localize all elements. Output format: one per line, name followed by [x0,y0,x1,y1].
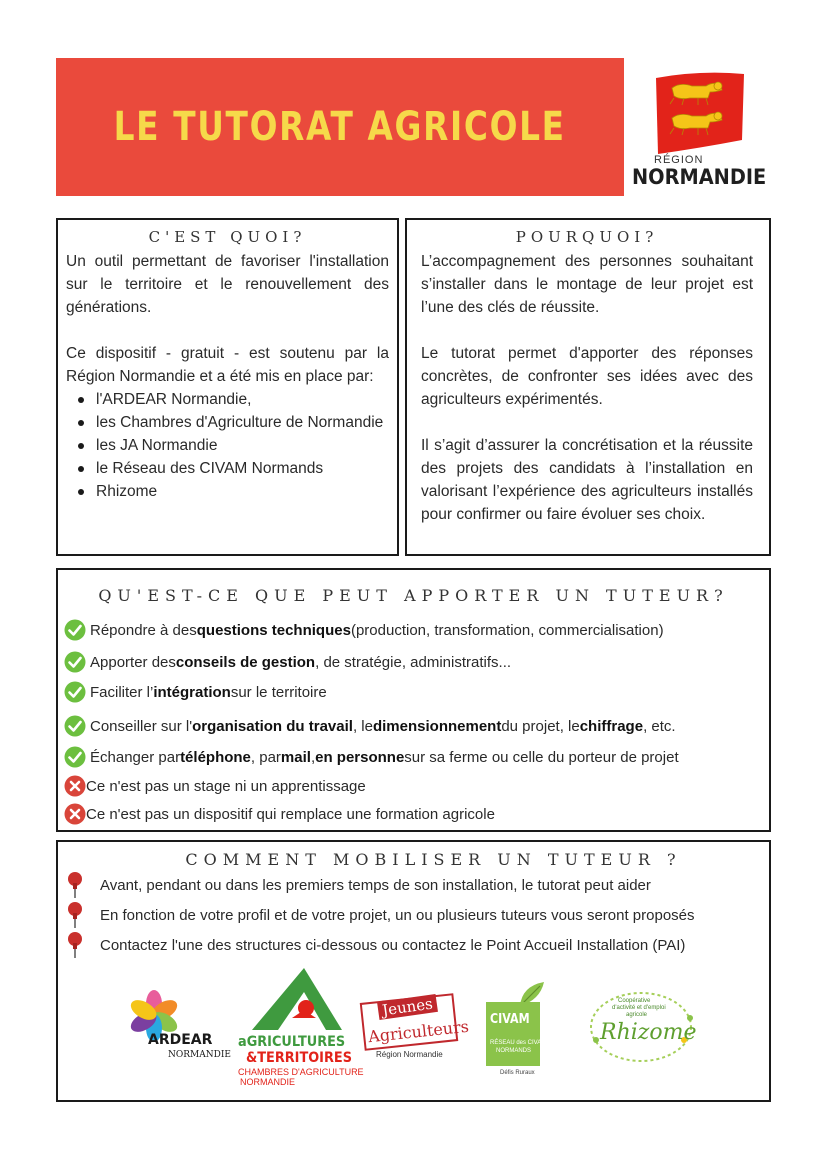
pushpin-icon [64,871,86,899]
list-item: les Chambres d'Agriculture de Normandie [66,411,389,434]
benefit-row: Échanger par téléphone , par mail , en personne sur sa ferme ou celle du porteur de projet [64,746,763,768]
list-item: le Réseau des CIVAM Normands [66,457,389,480]
limitation-row: Ce n'est pas un dispositif qui remplace une formation agricole [64,803,763,825]
region-label-small: RÉGION [654,154,704,166]
list-item: Contactez l'une des structures ci-dessous ou contactez le Point Accueil Installation (PAI) [64,931,763,959]
cross-icon [64,803,86,825]
normandy-flag-icon [650,70,750,154]
mobiliser-title: COMMENT MOBILISER UN TUTEUR ? [185,850,682,869]
benefit-row: Apporter des conseils de gestion , de stratégie, administratifs... [64,651,763,673]
chambres-triangle-icon [242,964,352,1034]
ardear-logo: ARDEAR NORMANDIE [126,986,236,1064]
check-icon [64,651,86,673]
check-icon [64,746,86,768]
benefit-row: Faciliter l’ intégration sur le territoire [64,681,763,703]
chambres-agriculture-logo: aGRICULTURES &TERRITOIRES CHAMBRES D'AGRICULTURE NORMANDIE [238,964,356,1088]
benefit-row: Conseiller sur l' organisation du travail , le dimensionnement du projet, le chiffrage , etc. [64,715,763,737]
limitation-row: Ce n'est pas un stage ni un apprentissage [64,775,763,797]
tuteur-title: QU'EST-CE QUE PEUT APPORTER UN TUTEUR? [98,586,729,605]
pourquoi-paragraph-2: Le tutorat permet d'apporter des réponses concrètes, de confronter ses idées avec des agriculteurs expérimentés. [421,345,753,408]
pushpin-icon [64,931,86,959]
list-item: En fonction de votre profil et de votre projet, un ou plusieurs tuteurs vous seront proposés [64,901,763,929]
check-icon [64,619,86,641]
cest-quoi-title: C'EST QUOI? [148,228,307,246]
cest-quoi-paragraph-1: Un outil permettant de favoriser l'installation sur le territoire et le renouvellement des générations. [66,253,389,316]
page-title: LE TUTORAT AGRICOLE [113,104,567,150]
list-item: Avant, pendant ou dans les premiers temps de son installation, le tutorat peut aider [64,871,763,899]
title-banner [56,58,624,196]
check-icon [64,681,86,703]
rhizome-logo: Coopérative d'activité et d'emploi agricole Rhizome [582,984,702,1080]
pushpin-icon [64,901,86,929]
cest-quoi-box [56,218,399,556]
pourquoi-paragraph-1: L’accompagnement des personnes souhaitant s’installer dans le montage de leur projet est l’une des clés de réussite. [421,253,753,316]
cross-icon [64,775,86,797]
jeunes-agriculteurs-logo: Jeunes Agriculteurs Région Normandie [358,986,462,1072]
list-item: les JA Normandie [66,434,389,457]
list-item: l'ARDEAR Normandie, [66,388,389,411]
region-normandie-logo [630,66,780,191]
pourquoi-box [405,218,771,556]
cest-quoi-paragraph-2: Ce dispositif - gratuit - est soutenu par la Région Normandie et a été mis en place par: [66,345,389,385]
civam-logo: CIVAM RÉSEAU des CIVAM NORMANDS Défis Ruraux [484,978,554,1082]
region-label-big: NORMANDIE [632,165,767,189]
organisations-list [66,388,389,503]
pourquoi-title: POURQUOI? [515,228,659,246]
tuteur-box [56,568,771,832]
pourquoi-paragraph-3: Il s’agit d’assurer la concrétisation et la réussite des projets des candidats à l’installation en valorisant l’expérience des agriculteurs installés pour confirmer ou faire évoluer ses choix. [421,437,753,523]
check-icon [64,715,86,737]
mobiliser-box [56,840,771,1102]
list-item: Rhizome [66,480,389,503]
benefit-row: Répondre à des questions techniques (production, transformation, commercialisation) [64,619,763,641]
